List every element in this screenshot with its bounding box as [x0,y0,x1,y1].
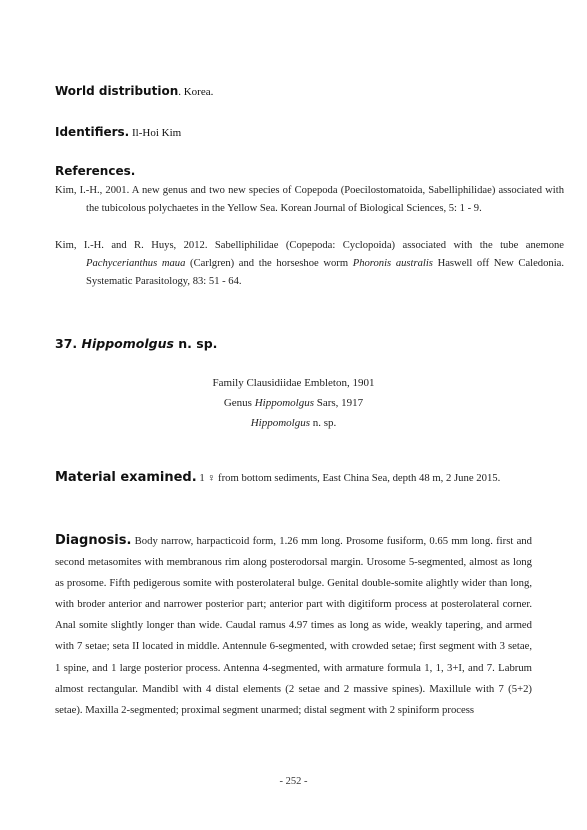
material-examined-label: Material examined. [55,470,197,485]
diagnosis-text: Body narrow, harpacticoid form, 1.26 mm long. Prosome fusiform, 0.65 mm long. first and second metasomites with membranous rim along posterodorsal margin. Urosome 5-segmented, almost as long as prosome. Fifth pedigerous somite with posterolateral bulge. Genital double-somite alightly wider than long, with broder anterior and narrower posterior part; anterior part with digitiform process at posterolateral corner. Anal somite slightly longer than wide. Caudal ramus 4.97 times as long as wide, weakly tapering, and armed with 7 setae; seta II located in middle. Antennule 6-segmented, with crowded setae; first segment with 3 setae, 1 spine, and 1 large posterior process. Antenna 4-segmented, with armature formula 1, 1, 3+I, and 7. Labrum almost rectangular. Mandibl with 4 distal elements (2 setae and 2 massive spines). Maxillule with 7 (5+2) setae). Maxilla 2-segmented; proximal segment unarmed; distal segment with 2 spiniform process [55,535,532,716]
identifiers-label: Identifiers. [55,125,130,139]
taxon-genus [0,397,587,409]
page-number: - 252 - [279,776,308,787]
reference-item-2 [55,237,564,291]
reference-2-text-a: Kim, I.-H. and R. Huys, 2012. Sabelliphilidae (Copepoda: Cyclopoida) associated with the tube anemone [55,240,564,251]
taxon-species [0,417,587,429]
diagnosis-paragraph [55,530,532,721]
reference-item-1 [55,182,564,218]
reference-2-italic-a: Pachycerianthus maua [86,258,186,269]
material-examined-paragraph [55,467,532,489]
world-distribution-label: World distribution [55,84,179,98]
reference-1-text: Kim, I.-H., 2001. A new genus and two new species of Copepoda (Poecilostomatoida, Sabelliphilidae) associated with the tubicolous polychaetes in the Yellow Sea. Korean Journal of Biological Sciences, 5: 1 - 9. [55,185,564,214]
species-suffix: n. sp. [173,336,218,351]
taxon-species-post: n. sp. [310,417,337,429]
taxon-species-name: Hippomolgus [250,417,310,429]
diagnosis-label: Diagnosis. [55,533,132,548]
material-examined-text: 1 ♀ from bottom sediments, East China Sea, depth 48 m, 2 June 2015. [196,472,501,484]
world-distribution-line [55,84,213,98]
species-genus: Hippomolgus [81,336,174,351]
taxon-genus-name: Hippomolgus [254,397,314,409]
taxon-family: Family Clausidiidae Embleton, 1901 [212,377,375,389]
identifiers-line [55,125,181,139]
species-number: 37. [55,336,82,351]
reference-2-text-b: (Carlgren) and the horseshoe worm [185,258,353,269]
reference-2-italic-b: Phoronis australis [352,258,433,269]
taxon-genus-post: Sars, 1917 [313,397,364,409]
world-distribution-text: . Korea. [178,86,214,98]
taxon-genus-pre: Genus [223,397,255,409]
reference-2-text-c: Haswell off New Caledonia. Systematic Parasitology, 83: 51 - 64. [86,258,564,287]
references-heading: References. [55,164,136,178]
identifiers-text: Il-Hoi Kim [129,127,182,139]
species-heading [55,336,217,351]
